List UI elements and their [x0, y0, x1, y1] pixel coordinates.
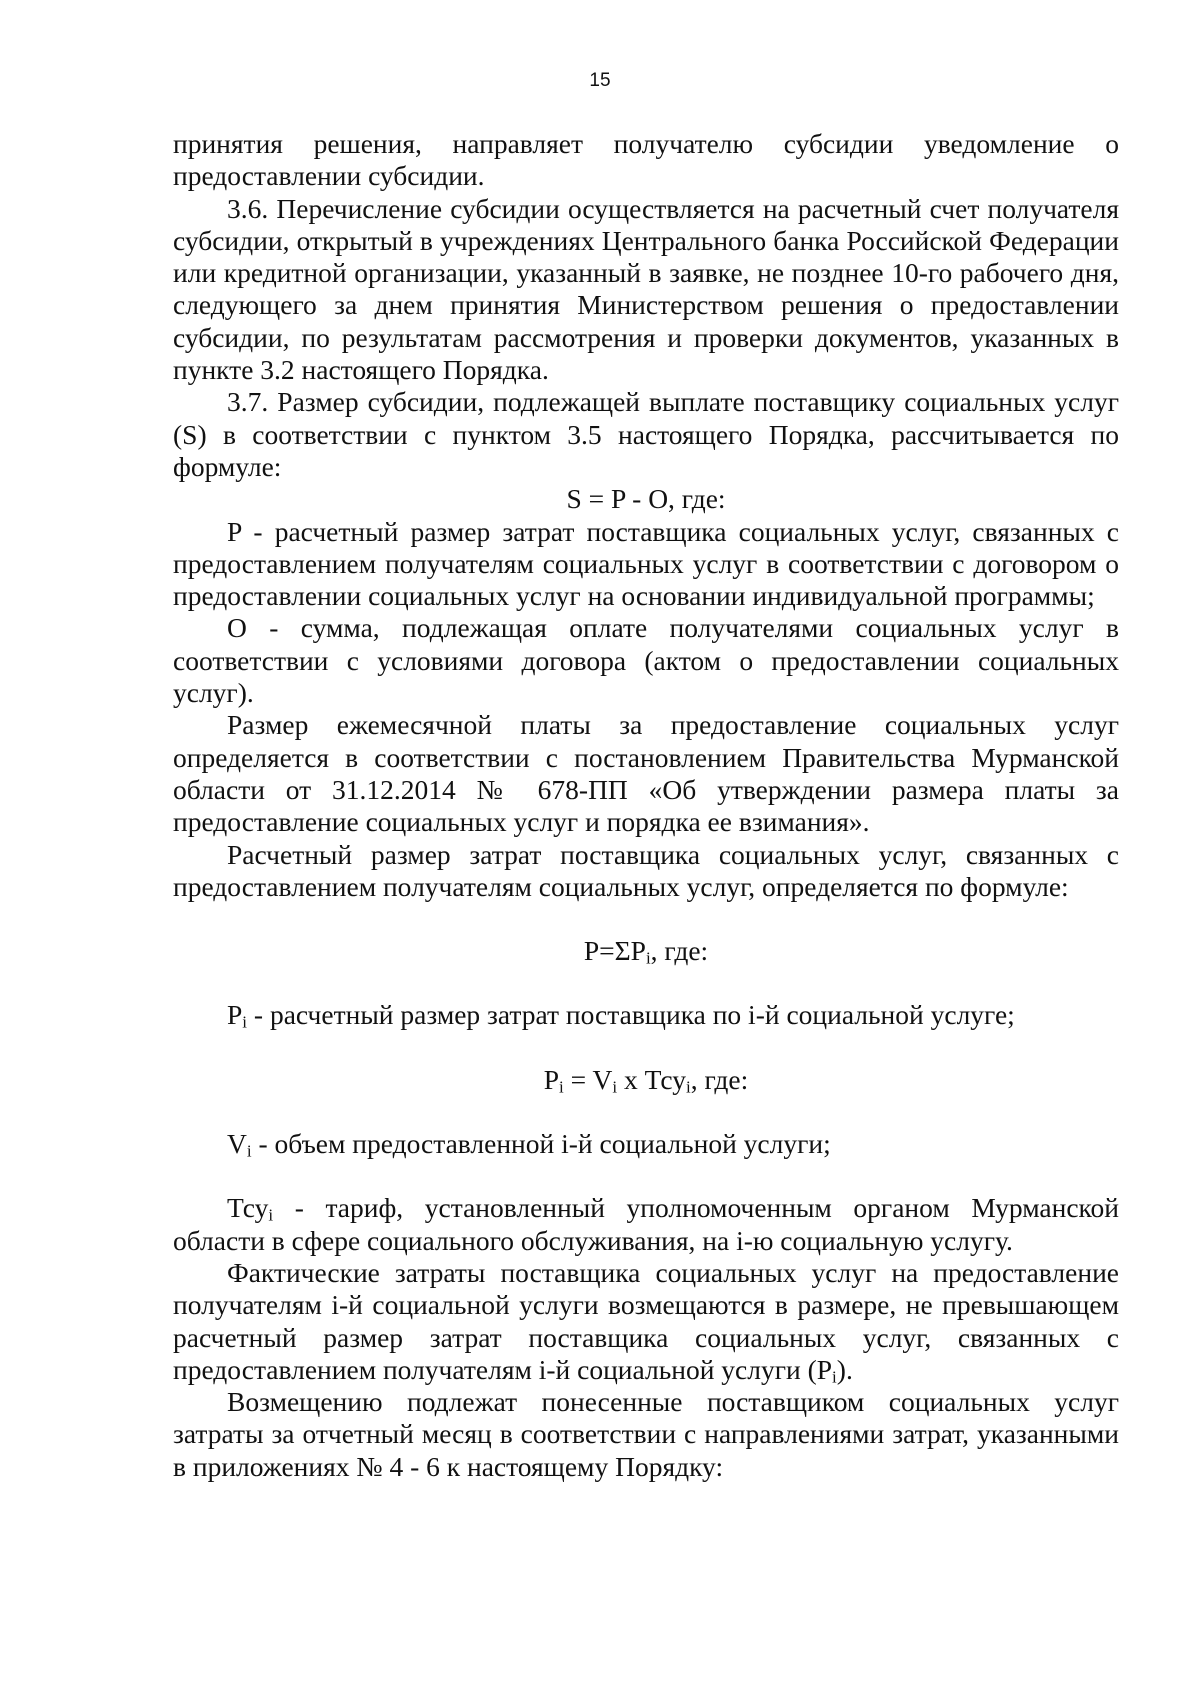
- paragraph-continuation: принятия решения, направляет получателю субсидии уведомление о предоставлении субсидии.: [173, 128, 1119, 192]
- formula-sum: $P=\Sigma P_i$, где:: [583, 935, 709, 968]
- paragraph-3-7: 3.7. Размер субсидии, подлежащей выплате поставщику социальных услуг (S) в соответствии с пунктом 3.5 настоящего Порядка, рассчитывается по формуле:: [173, 386, 1119, 482]
- definition-pi: $P_i$ - расчетный размер затрат поставщика по i-й социальной услуге;: [227, 999, 1015, 1032]
- document-body: [173, 128, 1119, 1483]
- formula-pi: $P_i = V_i$ x Тсу$_i$, где:: [543, 1063, 749, 1097]
- page-number: 15: [589, 70, 611, 91]
- definition-p: P - расчетный размер затрат поставщика социальных услуг, связанных с предоставлением получателям социальных услуг в соответствии с договором о предоставлении социальных услуг на основании индивидуальной программы;: [173, 515, 1119, 612]
- paragraph-monthly-fee: Размер ежемесячной платы за предоставление социальных услуг определяется в соответствии с постановлением Правительства Мурманской области от 31.12.2014 № 678-ПП «Об утверждении размера платы за предоставление социальных услуг и порядка ее взимания».: [173, 709, 1119, 838]
- paragraph-actual-costs: Фактические затраты поставщика социальных услуг на предоставление получателям i-й социальной услуги возмещаются в размере, не превышающем расчетный размер затрат поставщика социальных услуг, связанных с предоставлением получателям i-й социальной услуги $(P_i)$.: [173, 1256, 1119, 1387]
- formula-s: S = P - O, где:: [566, 483, 726, 515]
- definition-vi: $V_i$ - объем предоставленной i-й социальной услуги;: [227, 1128, 831, 1161]
- paragraph-reimbursement: Возмещению подлежат понесенные поставщиком социальных услуг затраты за отчетный месяц в соответствии с направлениями затрат, указанными в приложениях № 4 - 6 к настоящему Порядку:: [173, 1386, 1119, 1482]
- paragraph-estimated-cost: Расчетный размер затрат поставщика социальных услуг, связанных с предоставлением получателям социальных услуг, определяется по формуле:: [173, 838, 1119, 902]
- definition-o: O - сумма, подлежащая оплате получателями социальных услуг в соответствии с условиями договора (актом о предоставлении социальных услуг).: [173, 612, 1119, 709]
- definition-tsu: Тсу$_i$ - тариф, установленный уполномоченным органом Мурманской области в сфере социального обслуживания, на i-ю социальную услугу.: [173, 1192, 1119, 1256]
- paragraph-3-6: 3.6. Перечисление субсидии осуществляется на расчетный счет получателя субсидии, открытый в учреждениях Центрального банка Российской Федерации или кредитной организации, указанный в заявке, не позднее 10-го рабочего дня, следующего за днем принятия Министерством решения о предоставлении субсидии, по результатам рассмотрения и проверки документов, указанных в пункте 3.2 настоящего Порядка.: [173, 192, 1119, 386]
